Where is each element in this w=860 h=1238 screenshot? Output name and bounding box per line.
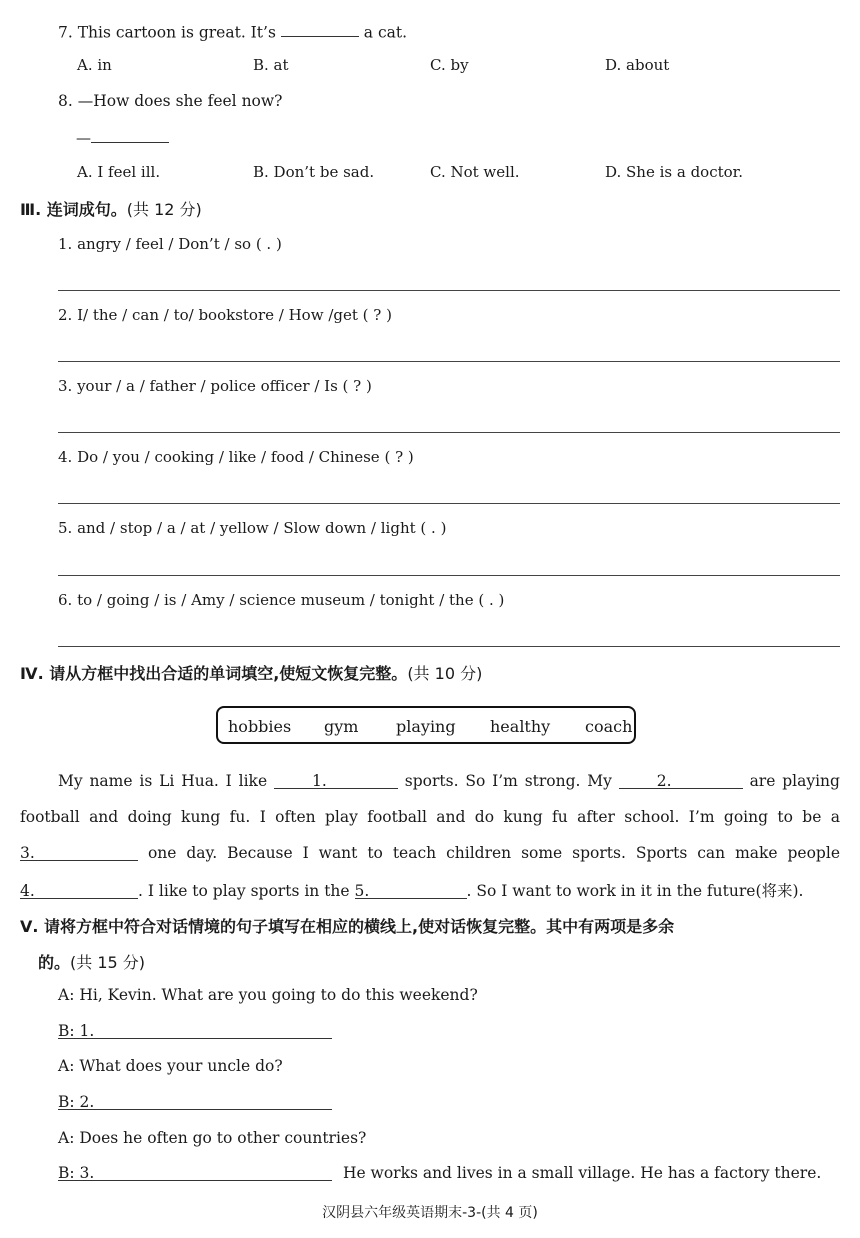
question-7-option-a[interactable]: A. in [77, 56, 112, 74]
answer-line-1[interactable] [58, 290, 840, 291]
dialogue-a-1: A: Hi, Kevin. What are you going to do this weekend? [58, 986, 478, 1004]
passage-line-1 [20, 772, 840, 790]
passage-blank-3[interactable] [20, 844, 138, 861]
section-3-title: Ⅲ. 连词成句。 [20, 200, 127, 219]
dialogue-speaker-b: B: 1. [58, 1022, 95, 1040]
answer-line-6[interactable] [58, 646, 840, 647]
page-footer: 汉阴县六年级英语期末-3-(共 4 页) [322, 1205, 538, 1221]
reorder-item-3: 3. your / a / father / police officer / Is ( ? ) [58, 377, 372, 395]
blank-number: 4. [20, 882, 35, 900]
question-8-option-d[interactable]: D. She is a doctor. [605, 163, 743, 181]
passage-text: My name is Li Hua. I like [58, 772, 268, 790]
word-bank-item: gym [324, 717, 359, 736]
passage-blank-1[interactable] [274, 772, 398, 789]
blank-number: 3. [20, 844, 35, 862]
section-5-heading: Ⅴ. 请将方框中符合对话情境的句子填写在相应的横线上,使对话恢复完整。其中有两项是多余 [20, 917, 675, 936]
question-7-blank[interactable] [281, 20, 359, 37]
question-7-option-d[interactable]: D. about [605, 56, 670, 74]
question-7-option-b[interactable]: B. at [253, 56, 289, 74]
section-3-heading [20, 197, 202, 220]
dialogue-speaker-b: B: 3. [58, 1164, 95, 1182]
passage-text: . So I want to work in it in the future(将来). [466, 882, 804, 900]
dialogue-blank-1[interactable] [58, 1022, 332, 1039]
dialogue-b-2 [58, 1093, 332, 1111]
question-8-option-b[interactable]: B. Don’t be sad. [253, 163, 375, 181]
reorder-item-2: 2. I/ the / can / to/ bookstore / How /get ( ? ) [58, 306, 392, 324]
dialogue-blank-3[interactable] [58, 1164, 332, 1181]
answer-line-2[interactable] [58, 361, 840, 362]
question-8-option-a[interactable]: A. I feel ill. [77, 163, 161, 181]
word-bank-item: hobbies [228, 717, 292, 736]
section-5-title-cont: 的。 [38, 953, 71, 972]
section-4-title: Ⅳ. 请从方框中找出合适的单词填空,使短文恢复完整。 [20, 664, 408, 683]
question-8-answer [76, 126, 169, 147]
passage-text: one day. Because I want to teach children some sports. Sports can make people [147, 844, 840, 862]
word-bank-item: coach [585, 717, 633, 736]
dialogue-b-3 [58, 1164, 821, 1182]
section-3-points: (共 12 分) [126, 200, 202, 219]
passage-line-3 [20, 844, 840, 862]
dialogue-blank-2[interactable] [58, 1093, 332, 1110]
section-4-points: (共 10 分) [407, 664, 483, 683]
dialogue-a-3: A: Does he often go to other countries? [58, 1129, 367, 1147]
word-bank-box [216, 706, 636, 744]
passage-text: sports. So I’m strong. My [404, 772, 612, 790]
word-bank-item: playing [396, 717, 456, 736]
passage-line-4 [20, 879, 840, 901]
passage-line-2: football and doing kung fu. I often play football and do kung fu after school. I’m going to be a [20, 808, 840, 826]
question-7-stem-end: a cat. [363, 23, 408, 42]
passage-text: . I like to play sports in the [138, 882, 350, 900]
section-5-heading-cont [38, 950, 145, 973]
reorder-item-5: 5. and / stop / a / at / yellow / Slow down / light ( . ) [58, 519, 447, 537]
dialogue-a-2: A: What does your uncle do? [58, 1057, 283, 1075]
passage-text: are playing [749, 772, 840, 790]
blank-number: 5. [354, 882, 370, 900]
question-8-dash: — [76, 128, 91, 147]
question-7-stem: 7. This cartoon is great. It’s [58, 23, 276, 42]
dialogue-speaker-b: B: 2. [58, 1093, 95, 1111]
passage-blank-4[interactable] [20, 882, 138, 899]
passage-blank-2[interactable] [619, 772, 743, 789]
reorder-item-1: 1. angry / feel / Don’t / so ( . ) [58, 235, 282, 253]
section-5-points: (共 15 分) [70, 953, 146, 972]
question-8-option-c[interactable]: C. Not well. [430, 163, 520, 181]
answer-line-4[interactable] [58, 503, 840, 504]
reorder-item-6: 6. to / going / is / Amy / science museum / tonight / the ( . ) [58, 591, 505, 609]
word-bank-item: healthy [490, 717, 551, 736]
dialogue-b-3-text: He works and lives in a small village. He has a factory there. [342, 1164, 822, 1182]
blank-number: 2. [656, 772, 672, 790]
section-4-heading [20, 661, 482, 684]
question-8-stem: 8. —How does she feel now? [58, 92, 283, 110]
answer-line-5[interactable] [58, 575, 840, 576]
reorder-item-4: 4. Do / you / cooking / like / food / Chinese ( ? ) [58, 448, 414, 466]
question-7-option-c[interactable]: C. by [430, 56, 469, 74]
blank-number: 1. [311, 772, 327, 790]
answer-line-3[interactable] [58, 432, 840, 433]
dialogue-b-1 [58, 1022, 332, 1040]
passage-blank-5[interactable] [355, 882, 467, 899]
question-8-blank[interactable] [91, 126, 169, 143]
question-7 [58, 20, 407, 41]
